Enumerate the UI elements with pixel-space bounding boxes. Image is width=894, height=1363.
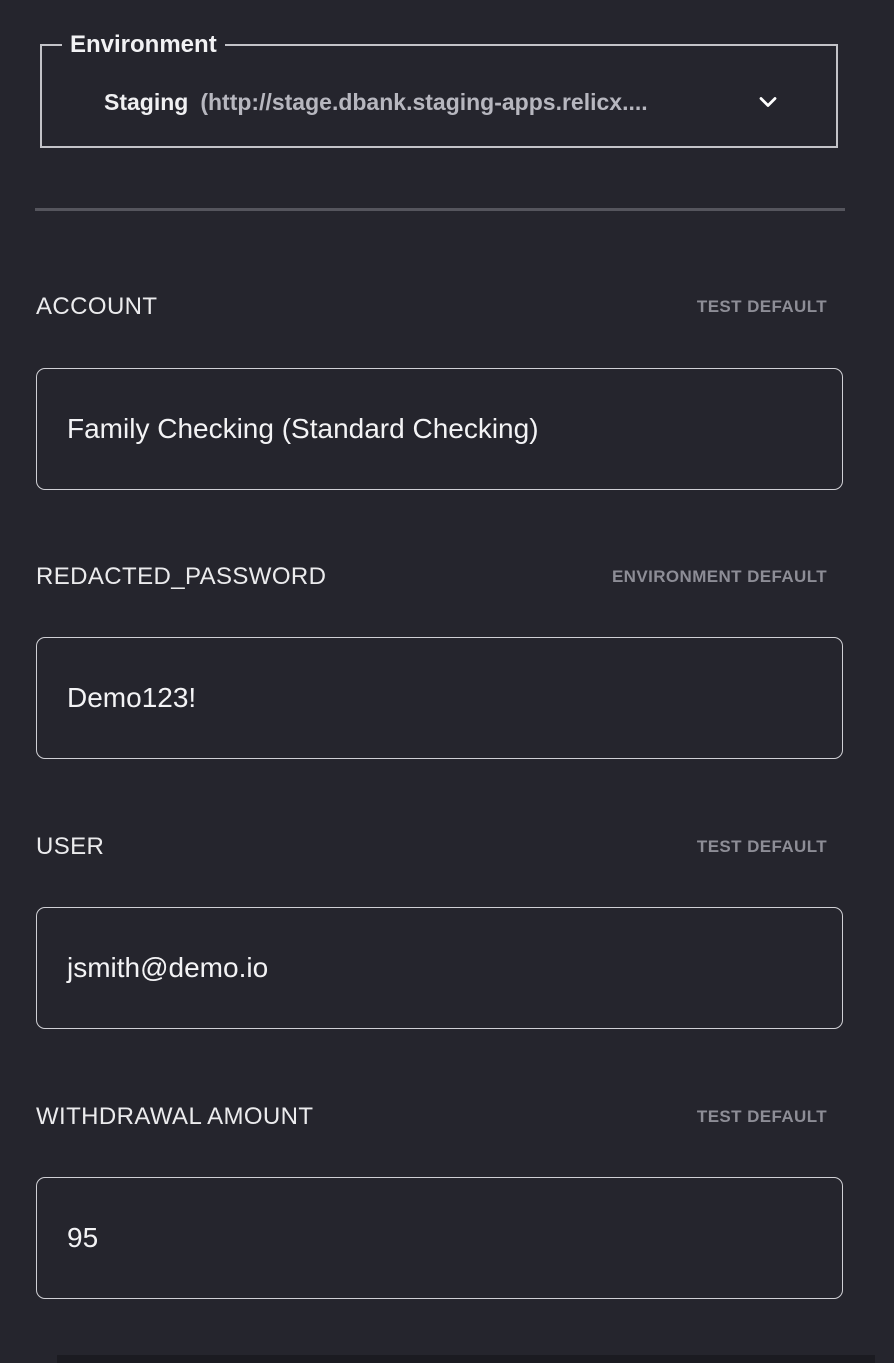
user-value: jsmith@demo.io [67, 952, 269, 983]
chevron-down-icon[interactable] [754, 88, 782, 116]
section-divider [35, 208, 845, 211]
field-label-withdrawal-amount: WITHDRAWAL AMOUNT [36, 1103, 314, 1130]
environment-legend: Environment [62, 30, 225, 60]
default-source-badge: TEST DEFAULT [696, 297, 827, 316]
field-label-user: USER [36, 833, 105, 860]
environment-name: Staging [104, 88, 189, 115]
field-header-user [36, 833, 827, 861]
account-input[interactable] [36, 368, 843, 490]
redacted-password-input[interactable] [36, 637, 843, 759]
environment-url: (http://stage.dbank.staging-apps.relicx.... [200, 88, 648, 115]
environment-fieldset [40, 31, 838, 148]
field-header-account [36, 293, 827, 321]
default-source-badge: TEST DEFAULT [696, 1107, 827, 1126]
field-label-redacted-password: REDACTED_PASSWORD [36, 563, 327, 590]
withdrawal-amount-value: 95 [67, 1222, 99, 1253]
environment-select[interactable] [42, 46, 836, 146]
user-input[interactable] [36, 907, 843, 1029]
environment-selected-option [104, 89, 648, 116]
withdrawal-amount-input[interactable] [36, 1177, 843, 1299]
default-source-badge: TEST DEFAULT [696, 837, 827, 856]
next-section-edge [57, 1355, 875, 1363]
redacted-password-value: Demo123! [67, 682, 197, 713]
field-header-withdrawal-amount [36, 1103, 827, 1131]
default-source-badge: ENVIRONMENT DEFAULT [611, 567, 827, 586]
field-label-account: ACCOUNT [36, 293, 158, 320]
account-value: Family Checking (Standard Checking) [67, 413, 539, 444]
field-header-redacted-password [36, 563, 827, 591]
